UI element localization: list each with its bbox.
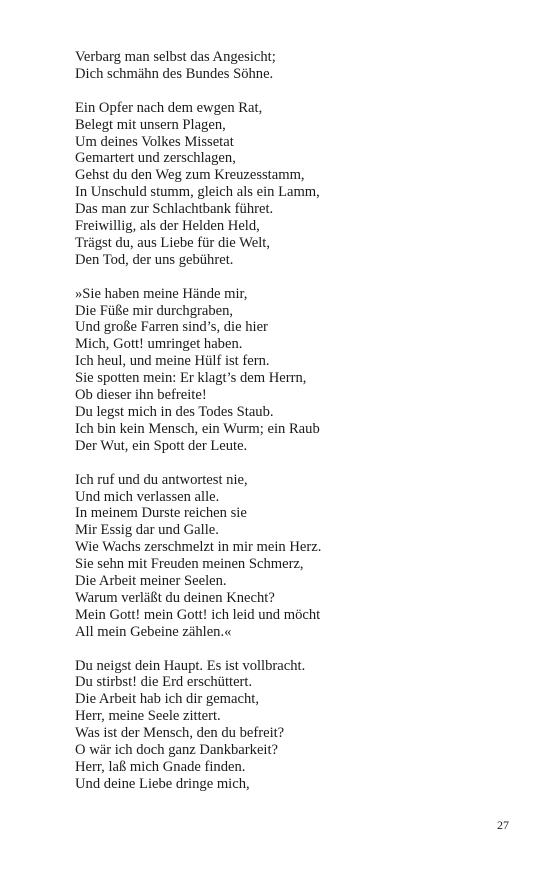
poem-line: Ich bin kein Mensch, ein Wurm; ein Raub xyxy=(75,420,320,437)
poem-line: Den Tod, der uns gebühret. xyxy=(75,251,234,268)
poem-line: Ich heul, und meine Hülf ist fern. xyxy=(75,353,270,370)
poem-text xyxy=(75,49,321,810)
stanza xyxy=(75,49,321,83)
poem-line: O wär ich doch ganz Dankbarkeit? xyxy=(75,742,279,759)
poem-line: Herr, meine Seele zittert. xyxy=(75,708,221,725)
poem-line: Verbarg man selbst das Angesicht; xyxy=(75,49,276,65)
poem-line: In Unschuld stumm, gleich als ein Lamm, xyxy=(75,184,320,201)
stanza xyxy=(75,286,321,455)
poem-line: Du stirbst! die Erd erschüttert. xyxy=(75,674,253,691)
poem-line: Gemartert und zerschlagen, xyxy=(75,150,236,167)
poem-line: Die Arbeit meiner Seelen. xyxy=(75,573,227,590)
poem-line: Mir Essig dar und Galle. xyxy=(75,522,219,539)
poem-line: Freiwillig, als der Helden Held, xyxy=(75,218,260,235)
poem-line: Ein Opfer nach dem ewgen Rat, xyxy=(75,99,263,116)
poem-line: Herr, laß mich Gnade finden. xyxy=(75,759,246,775)
poem-line: Was ist der Mensch, den du befreit? xyxy=(75,725,285,742)
poem-line: All mein Gebeine zählen.« xyxy=(75,623,232,640)
poem-line: Und deine Liebe dringe mich, xyxy=(75,775,250,792)
page-number: 27 xyxy=(497,818,509,832)
poem-line: Und mich verlassen alle. xyxy=(75,488,220,505)
poem-line: Der Wut, ein Spott der Leute. xyxy=(75,437,248,454)
poem-line: In meinem Durste reichen sie xyxy=(75,505,247,522)
poem-line: Um deines Volkes Missetat xyxy=(75,133,234,150)
poem-line: Ich ruf und du antwortest nie, xyxy=(75,471,248,488)
poem-line: Dich schmähn des Bundes Söhne. xyxy=(75,65,274,82)
poem-line: Sie spotten mein: Er klagt’s dem Herrn, xyxy=(75,370,307,387)
poem-line: Mich, Gott! umringet haben. xyxy=(75,336,243,353)
poem-line: Trägst du, aus Liebe für die Welt, xyxy=(75,234,270,251)
poem-line: Die Arbeit hab ich dir gemacht, xyxy=(75,691,259,708)
stanza xyxy=(75,658,321,793)
poem-line: Mein Gott! mein Gott! ich leid und möcht xyxy=(75,606,321,623)
poem-line: Du neigst dein Haupt. Es ist vollbracht. xyxy=(75,657,306,674)
poem-line: Ob dieser ihn befreite! xyxy=(75,387,207,404)
poem-line: Du legst mich in des Todes Staub. xyxy=(75,404,274,420)
poem-line: Das man zur Schlachtbank führet. xyxy=(75,201,274,218)
stanza xyxy=(75,100,321,269)
poem-line: Sie sehn mit Freuden meinen Schmerz, xyxy=(75,556,304,573)
poem-line: Und große Farren sind’s, die hier xyxy=(75,319,268,336)
poem-line: Gehst du den Weg zum Kreuzesstamm, xyxy=(75,167,305,184)
poem-line: Warum verläßt du deinen Knecht? xyxy=(75,589,275,606)
stanza xyxy=(75,472,321,641)
poem-line: Wie Wachs zerschmelzt in mir mein Herz. xyxy=(75,539,322,556)
poem-line: Belegt mit unsern Plagen, xyxy=(75,116,226,133)
poem-line: Die Füße mir durchgraben, xyxy=(75,302,234,319)
poem-line: »Sie haben meine Hände mir, xyxy=(75,285,248,302)
